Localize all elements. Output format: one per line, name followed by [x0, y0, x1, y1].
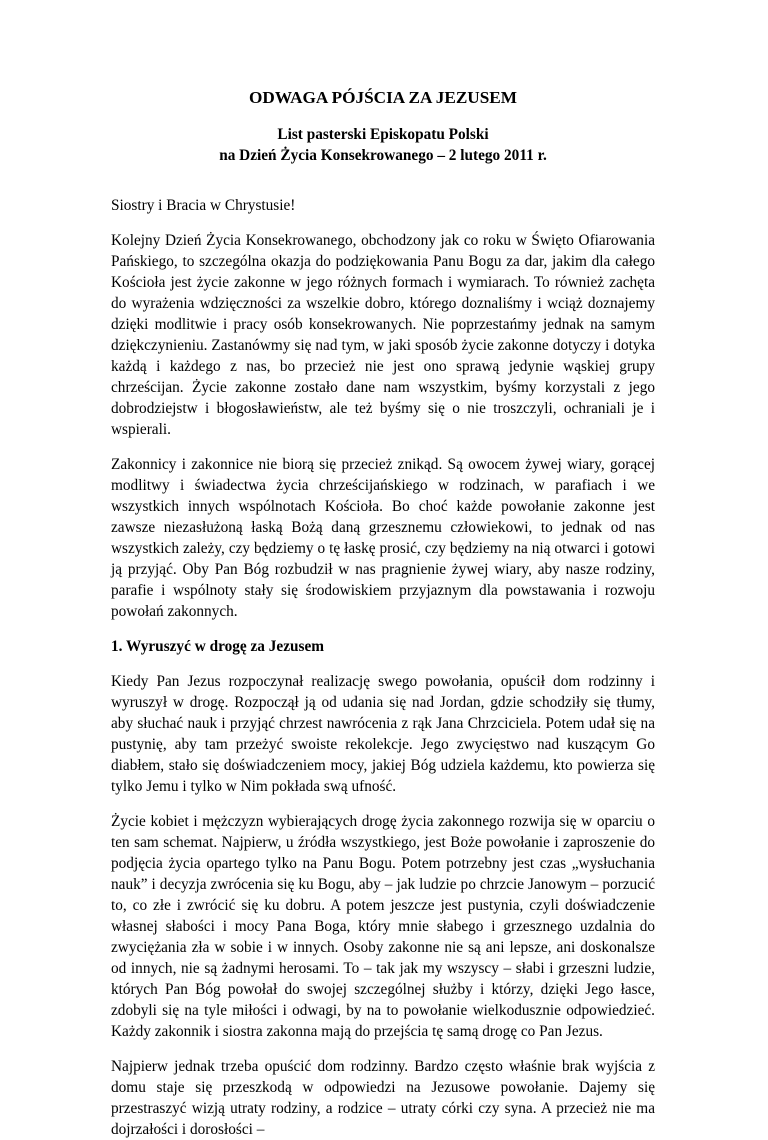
- salutation: Siostry i Bracia w Chrystusie!: [111, 197, 296, 214]
- subtitle-line-2: na Dzień Życia Konsekrowanego – 2 lutego 2011 r.: [219, 147, 547, 164]
- paragraph: Najpierw jednak trzeba opuścić dom rodzinny. Bardzo często właśnie brak wyjścia z domu staje się przeszkodą w odpowiedzi na Jezusowe powołanie. Dajemy się przestraszyć wizją utraty rodziny, a rodzice – utraty córki czy syna. A przecież nie ma dojrzałości i dorosłości –: [111, 1058, 655, 1138]
- paragraph: Kolejny Dzień Życia Konsekrowanego, obchodzony jak co roku w Święto Ofiarowania Pańskiego, to szczególna okazja do podziękowania Panu Bogu za dar, jakim dla całego Kościoła jest życie zakonne w jego różnych formach i wymiarach. To również zachęta do wyrażenia wdzięczności za wszelkie dobro, którego doznaliśmy i wciąż doznajemy dzięki modlitwie i pracy osób konsekrowanych. Nie poprzestańmy jednak na samym dziękczynieniu. Zastanówmy się nad tym, w jaki sposób życie zakonne dotyczy i dotyka każdą i każdego z nas, bo przecież nie jest ono sprawą jedynie wąskiej grupy chrześcijan. Życie zakonne zostało dane nam wszystkim, byśmy korzystali z jego dobrodziejstw i błogosławieństw, ale też byśmy się o nie troszczyli, ochraniali je i wspierali.: [111, 232, 655, 438]
- paragraph: Zakonnicy i zakonnice nie biorą się przecież znikąd. Są owocem żywej wiary, gorącej modlitwy i świadectwa życia chrześcijańskiego w rodzinach, w parafiach i we wszystkich innych wspólnotach Kościoła. Bo choć każde powołanie zakonne jest zawsze niezasłużoną łaską Bożą daną grzesznemu człowiekowi, to jednak od nas wszystkich zależy, czy będziemy o tę łaskę prosić, czy będziemy na nią otwarci i gotowi ją przyjąć. Oby Pan Bóg rozbudził w nas pragnienie żywej wiary, aby nasze rodziny, parafie i wspólnoty stały się środowiskiem przyjaznym dla powstawania i rozwoju powołań zakonnych.: [111, 456, 655, 620]
- document-subtitle: [111, 124, 655, 166]
- document-page: [111, 80, 655, 1140]
- paragraph: Życie kobiet i mężczyzn wybierających drogę życia zakonnego rozwija się w oparciu o ten sam schemat. Najpierw, u źródła wszystkiego, jest Boże powołanie i zaproszenie do podjęcia życia opartego tylko na Panu Bogu. Potem potrzebny jest czas „wysłuchania nauk” i decyzja zwrócenia się ku Bogu, aby – jak ludzie po chrzcie Janowym – porzucić to, co złe i zwrócić się ku dobru. A potem jeszcze jest pustynia, czyli doświadczenie własnej słabości i mocy Pana Boga, który mnie słabego i grzesznego uzdalnia do zwyciężania zła w sobie i w innych. Osoby zakonne nie są ani lepsze, ani doskonalsze od innych, nie są żadnymi herosami. To – tak jak my wszyscy – słabi i grzeszni ludzie, których Pan Bóg powołał do swojej szczególnej służby i którzy, dzięki Jego łasce, zdobyli się na tyle miłości i odwagi, by na to powołanie wielkodusznie odpowiedzieć. Każdy zakonnik i siostra zakonna mają do przejścia tę samą drogę co Pan Jezus.: [111, 813, 655, 1040]
- paragraph: Kiedy Pan Jezus rozpoczynał realizację swego powołania, opuścił dom rodzinny i wyruszył w drogę. Rozpoczął ją od udania się nad Jordan, gdzie schodziły się tłumy, aby słuchać nauk i przyjąć chrzest nawrócenia z rąk Jana Chrzciciela. Potem udał się na pustynię, aby tam przeżyć swoiste rekolekcje. Jego zwycięstwo nad kuszącym Go diabłem, stało się doświadczeniem mocy, jakiej Bóg udziela każdemu, kto powierza się tylko Jemu i tylko w Nim pokłada swą ufność.: [111, 673, 655, 795]
- section-heading: 1. Wyruszyć w drogę za Jezusem: [111, 638, 324, 655]
- document-title: ODWAGA PÓJŚCIA ZA JEZUSEM: [249, 88, 517, 107]
- subtitle-line-1: List pasterski Episkopatu Polski: [277, 126, 489, 143]
